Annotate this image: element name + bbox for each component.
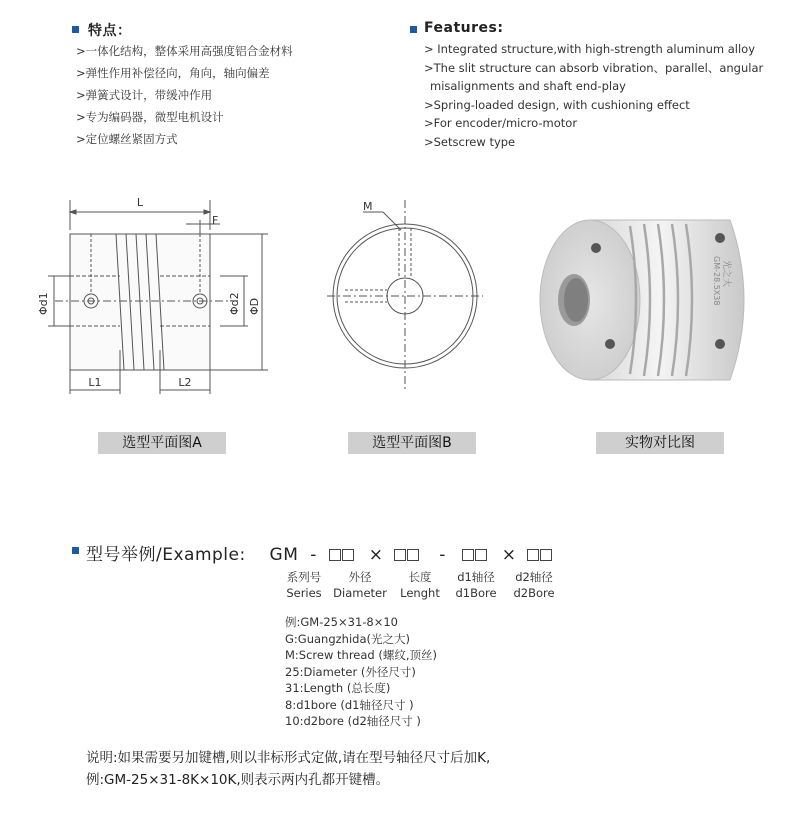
bullet-square-icon: [410, 26, 417, 33]
coupling-photo: [530, 212, 760, 392]
engraving-model: GM-28.5X38: [712, 256, 721, 306]
list-item: >Setscrew type: [424, 134, 516, 149]
features-en-title: Features:: [424, 20, 504, 36]
drawing-b-caption: 选型平面图B: [348, 432, 476, 454]
segment-cn: 系列号: [286, 570, 322, 584]
placeholder-box: [407, 549, 419, 561]
dim-label-m: M: [363, 200, 373, 213]
model-example-line: [86, 540, 552, 565]
model-title: 型号举例/Example:: [86, 545, 246, 565]
list-item: >定位螺丝紧固方式: [76, 132, 178, 146]
segment-en: Series: [286, 586, 322, 600]
example-explanation-list: [285, 614, 437, 730]
model-times: ×: [368, 545, 384, 565]
segment-en: Lenght: [400, 586, 440, 600]
list-item: M:Screw thread (螺纹,顶丝): [285, 648, 438, 662]
segment-en: d2Bore: [513, 586, 555, 600]
list-item: 10:d2bore (d2轴径尺寸 ): [285, 714, 421, 728]
placeholder-box: [329, 549, 341, 561]
segment-cn: 外径: [348, 570, 372, 584]
placeholder-box: [394, 549, 406, 561]
list-item: >The slit structure can absorb vibration、parallel、angular: [424, 60, 764, 75]
features-cn-list: [76, 40, 293, 150]
segment-label-diameter: [328, 569, 392, 601]
list-item: 25:Diameter (外径尺寸): [285, 664, 416, 679]
placeholder-box: [462, 549, 474, 561]
list-item: G:Guangzhida(光之大): [285, 631, 410, 646]
model-dash: -: [439, 545, 446, 565]
list-item: > Integrated structure,with high-strength aluminum alloy: [424, 42, 756, 56]
features-cn-title: 特点：: [88, 23, 132, 39]
dim-label-d1: Φd1: [37, 292, 50, 315]
dim-label-l2: L2: [178, 376, 192, 389]
list-item: >一体化结构，整体采用高强度铝合金材料: [76, 44, 293, 58]
dim-label-big-d: ΦD: [248, 297, 261, 315]
segment-cn: d1轴径: [457, 570, 495, 584]
photo-caption: 实物对比图: [596, 432, 724, 454]
bullet-square-icon: [72, 547, 79, 554]
segment-en: d1Bore: [455, 586, 497, 600]
segment-label-d1bore: [450, 569, 502, 601]
list-item: 8:d1bore (d1轴径尺寸 ): [285, 697, 414, 712]
bullet-square-icon: [72, 26, 79, 33]
model-dash: -: [310, 545, 317, 565]
list-item: 31:Length (总长度): [285, 681, 391, 695]
list-item: 例:GM-25×31-8×10: [285, 615, 398, 629]
list-item: >弹簧式设计，带缓冲作用: [76, 88, 213, 102]
drawing-b-end-view: [325, 190, 485, 400]
drawing-a-caption: 选型平面图A: [98, 432, 226, 454]
list-item: >For encoder/micro-motor: [424, 116, 578, 130]
dim-label-f: F: [212, 214, 219, 227]
dim-label-l: L: [136, 196, 144, 209]
note-line-2: 例:GM-25×31-8K×10K,则表示两内孔都开键槽。: [86, 772, 390, 788]
placeholder-box: [527, 549, 539, 561]
list-item: >Spring-loaded design, with cushioning effect: [424, 97, 690, 112]
drawing-a-side-view: [20, 190, 280, 400]
features-en-list: [424, 40, 763, 151]
segment-cn: d2轴径: [515, 570, 553, 584]
segment-label-series: [282, 569, 326, 601]
dim-label-l1: L1: [88, 376, 102, 389]
model-times: ×: [501, 545, 517, 565]
note-line-1: 说明:如果需要另加键槽,则以非标形式定做,请在型号轴径尺寸后加K,: [86, 750, 491, 766]
placeholder-box: [540, 549, 552, 561]
list-item: >弹性作用补偿径向，角向，轴向偏差: [76, 66, 270, 80]
dim-label-d2: Φd2: [228, 292, 241, 315]
segment-en: Diameter: [333, 586, 387, 600]
segment-label-length: [394, 569, 446, 601]
placeholder-box: [475, 549, 487, 561]
engraving-brand: 光之大: [721, 260, 731, 288]
segment-cn: 长度: [408, 570, 432, 584]
segment-label-d2bore: [508, 569, 560, 601]
list-item: >专为编码器，微型电机设计: [76, 110, 224, 124]
model-prefix: GM: [269, 545, 299, 565]
placeholder-box: [342, 549, 354, 561]
list-item: misalignments and shaft end-play: [430, 79, 626, 93]
